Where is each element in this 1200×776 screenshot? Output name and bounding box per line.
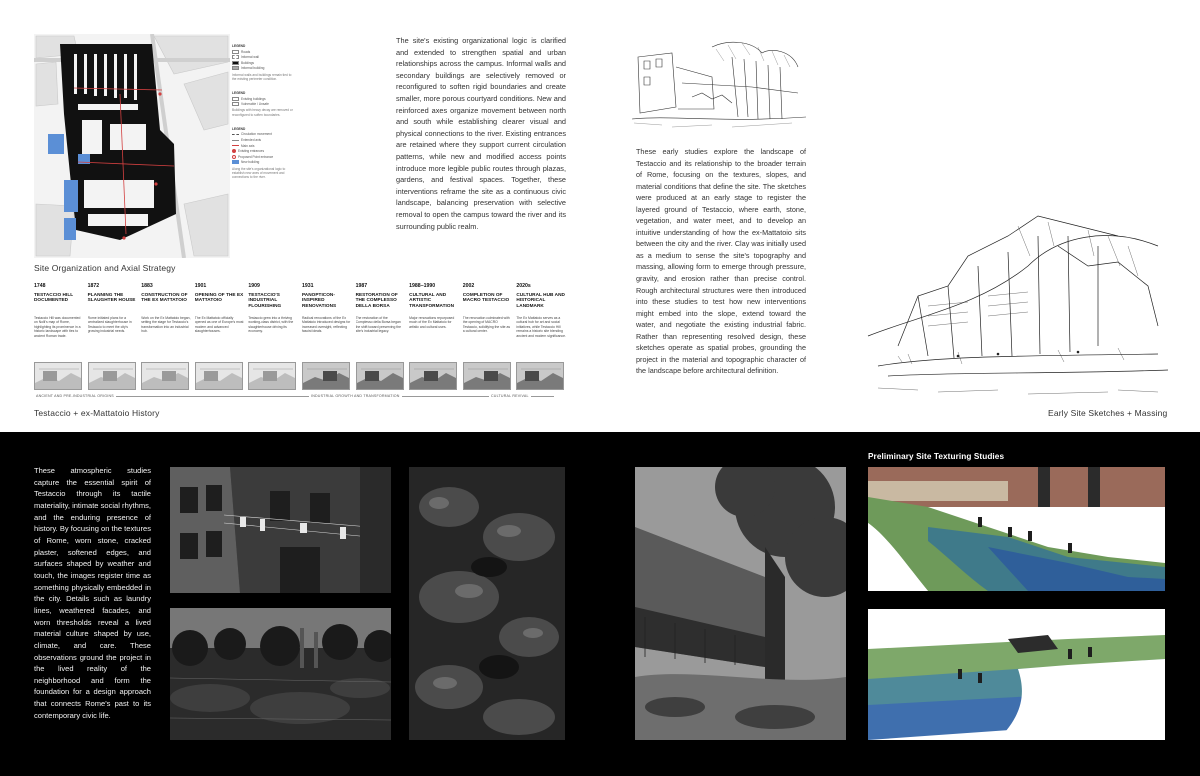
timeline-title: TESTACCIO'S INDUSTRIAL FLOURISHING (248, 292, 282, 308)
timeline-event (88, 283, 142, 390)
timeline-event (195, 283, 249, 390)
legend-label: Informal wall (241, 55, 259, 60)
timeline-description: The Ex Mattatoio serves as a cultural hub for art and social initiatives, while Testaccio Hill remains a historic site blending ancient and modern significance. (516, 316, 566, 338)
timeline-description: Radical renovations of the Ex Mattatoio introduced designs for increased oversight, reflecting fascist ideals. (301, 316, 351, 334)
legend-note: Buildings with heavy decay are removed or reconfigured to soften boundaries. (232, 108, 293, 117)
timeline-description: The Ex Mattatoio officially opened as one of Europe's most modern and advanced slaughterhouses. (194, 316, 244, 334)
timeline-columns (34, 283, 570, 390)
legend-row (232, 55, 296, 59)
timeline-thumbnail (141, 362, 189, 390)
timeline-thumbnail (302, 362, 350, 390)
legend-label: New building (241, 160, 260, 165)
timeline-title: TESTACCIO HILL DOCUMENTED (34, 292, 74, 303)
timeline-thumbnail (195, 362, 243, 390)
legend-row (232, 102, 296, 106)
massing-sketch (858, 206, 1174, 402)
swatch-vulnerable (232, 102, 239, 106)
timeline-phase-bar (34, 394, 570, 406)
timeline-description: Major renovations repurposed much of the Ex Mattatoio for artistic and cultural uses. (409, 316, 455, 329)
legend-label: Main axis (241, 143, 255, 148)
swatch-extended-axis (232, 140, 239, 141)
swatch-informal-wall (232, 55, 239, 59)
timeline-event (34, 283, 88, 390)
caption-site-organization: Site Organization and Axial Strategy (34, 263, 176, 273)
phase-label: ANCIENT AND PRE-INDUSTRIAL ORIGINS (36, 394, 114, 398)
legend-row (232, 61, 296, 65)
swatch-circulation (232, 134, 239, 135)
sketch-paragraph: These early studies explore the landscape of Testaccio and its relationship to the broader terrain of Rome, focusing on the textures, slopes, and material conditions that define the site. The sketches were produced at an early stage to register the layered ground of Testaccio, where earth, stone, vegetation, and water meet, and to develop an intuitive understanding of how the ex-Mattatoio sits between the city and the river. Clay was initially used as a medium to sense the site's topography and massing, allowing form to emerge through pressure, gravity, and erosion rather than precise control. Rough architectural structures were then introduced into these studies to test how new interventions might embed into the slope, extend toward the water, and negotiate the existing industrial fabric. Rather than representing resolved design, these sketches operate as spatial probes, grounding the project in the material and topographic character of the landscape before architectural definition. (636, 147, 806, 376)
legend-row (232, 50, 296, 54)
timeline-description: Testaccio Hill was documented on Nolli's map of Rome, highlighting its prominence in a historic landscape with ties to ancient Roman trade. (34, 316, 81, 338)
phase-label: CULTURAL REVIVAL (491, 394, 529, 398)
texturing-study-1 (868, 467, 1165, 591)
site-plan-diagram (34, 34, 230, 258)
swatch-main-axis (232, 145, 239, 146)
timeline-year: 1931 (301, 283, 314, 289)
caption-sketches: Early Site Sketches + Massing (1048, 408, 1168, 418)
timeline-title: OPENING OF THE EX MATTATOIO (194, 292, 244, 303)
legend-row (232, 97, 296, 101)
timeline-year: 1901 (194, 283, 207, 289)
timeline-title: CULTURAL AND ARTISTIC TRANSFORMATION (409, 292, 455, 308)
swatch-buildings (232, 61, 239, 65)
site-plan-legend (232, 40, 296, 260)
timeline-event (356, 283, 410, 390)
legend-note: Along the site's organizational logic to establish new axes of movement and connections to the river. (232, 166, 286, 179)
legend-row (232, 160, 296, 164)
legend-label: Circulation movement (241, 132, 272, 137)
swatch-existing-entrance (232, 149, 236, 153)
timeline-title: CONSTRUCTION OF THE EX MATTATOIO (141, 292, 188, 303)
timeline-year: 1872 (87, 283, 100, 289)
photo-wall-tree (635, 467, 846, 740)
timeline-thumbnail (88, 362, 136, 390)
caption-history: Testaccio + ex-Mattatoio History (34, 408, 160, 418)
legend-row (232, 138, 296, 142)
timeline-year: 1987 (355, 283, 368, 289)
timeline-thumbnail (463, 362, 511, 390)
timeline-description: Testaccio grew into a thriving working-class district, with the slaughterhouse driving its economy. (248, 316, 294, 334)
texturing-study-2 (868, 609, 1165, 740)
timeline-description: Work on the Ex Mattatoio began, setting the stage for Testaccio's transformation into an industrial hub. (141, 316, 191, 334)
timeline-event (302, 283, 356, 390)
timeline-year: 1748 (34, 283, 46, 289)
timeline-thumbnail (516, 362, 564, 390)
history-timeline (34, 283, 570, 406)
timeline-description: The restoration of the Complesso della Borsa began the shift toward preserving the site's industrial legacy. (355, 316, 401, 334)
legend-label: Existing buildings (241, 96, 266, 101)
swatch-informal-building (232, 66, 239, 70)
timeline-event (141, 283, 195, 390)
caption-texturing: Preliminary Site Texturing Studies (868, 452, 1005, 461)
timeline-year: 1988–1990 (409, 283, 436, 289)
timeline-event (409, 283, 463, 390)
phase-label: INDUSTRIAL GROWTH AND TRANSFORMATION (311, 394, 400, 398)
timeline-year: 2020s (516, 283, 531, 289)
timeline-thumbnail (248, 362, 296, 390)
timeline-title: RESTORATION OF THE COMPLESSO DELLA BORSA (355, 292, 398, 308)
legend-row (232, 132, 296, 136)
legend-label: Vulnerable / Unsafe (241, 102, 269, 107)
organization-paragraph: The site's existing organizational logic is clarified and extended to strengthen spatial and urban relationships across the campus. Informal walls and secondary buildings are selectively removed or reconfigured to soften rigid boundaries and create smaller, more porous courtyard conditions. New and reinforced axes organize movement between north and south while establishing clearer visual and physical connections to the river. Existing entrances are retained where they support current circulation patterns, while new and modified access points introduce more legible public routes through plazas, gardens, and festival spaces. Together, these interventions reframe the site as a continuous civic landscape, balancing preservation with selective removal to open the campus toward the river and its surrounding public realm. (396, 36, 566, 231)
timeline-title: CULTURAL HUB AND HISTORICAL LANDMARK (516, 292, 565, 308)
timeline-event (463, 283, 517, 390)
timeline-event (248, 283, 302, 390)
legend-heading: LEGEND (232, 90, 246, 95)
legend-label: Existing entrances (238, 149, 265, 154)
timeline-thumbnail (34, 362, 82, 390)
timeline-year: 1883 (141, 283, 153, 289)
timeline-year: 1909 (248, 283, 260, 289)
street-sketch (632, 37, 806, 133)
legend-row (232, 66, 296, 70)
timeline-title: COMPLETION OF MACRO TESTACCIO (462, 292, 510, 303)
swatch-new-building (232, 160, 239, 164)
timeline-event (516, 283, 570, 390)
timeline-description: Rome initiated plans for a centralized slaughterhouse in Testaccio to meet the city's growing industrial needs. (87, 316, 132, 334)
legend-heading: LEGEND (232, 44, 246, 48)
timeline-title: PANOPTICON-INSPIRED RENOVATIONS (301, 292, 337, 308)
swatch-proposed-entrance (232, 155, 236, 159)
legend-heading: LEGEND (232, 126, 246, 131)
photo-ruins-overgrown (170, 608, 391, 740)
timeline-title: PLANNING THE SLAUGHTER HOUSE (87, 292, 136, 303)
timeline-thumbnail (409, 362, 457, 390)
legend-label: Buildings (241, 60, 254, 65)
legend-row (232, 149, 296, 153)
legend-row (232, 155, 296, 159)
atmosphere-paragraph: These atmospheric studies capture the essential spirit of Testaccio through its tactile materiality, intimate social rhythms, and the enduring presence of history. By focusing on the textures of Rome, worn stone, cracked plaster, softened edges, and surfaces shaped by weather and touch, the images register time as something physically embedded in the city. Details such as laundry lines, weathered facades, and worn thresholds reveal a lived material culture shaped by use, climate, and care. These observations ground the project in the lived reality of the neighborhood and form the foundation for a design approach that connects Rome's past to its contemporary civic life. (34, 466, 151, 720)
timeline-year: 2002 (462, 283, 475, 289)
timeline-thumbnail (356, 362, 404, 390)
legend-label: Extended axis (241, 137, 262, 142)
photo-stone-texture (409, 467, 565, 740)
legend-row (232, 144, 296, 148)
swatch-roads (232, 50, 239, 54)
photo-laundry-facade (170, 467, 391, 593)
timeline-description: The renovation culminated with the opening of MACRO Testaccio, solidifying the site as a cultural center. (462, 316, 511, 334)
swatch-existing (232, 97, 239, 101)
legend-label: Proposed Point entrance (238, 154, 274, 159)
legend-label: Informal building (241, 66, 265, 71)
legend-note: Informal walls and buildings remain tied to the existing perimeter condition. (232, 72, 292, 81)
legend-label: Roads (241, 49, 251, 54)
